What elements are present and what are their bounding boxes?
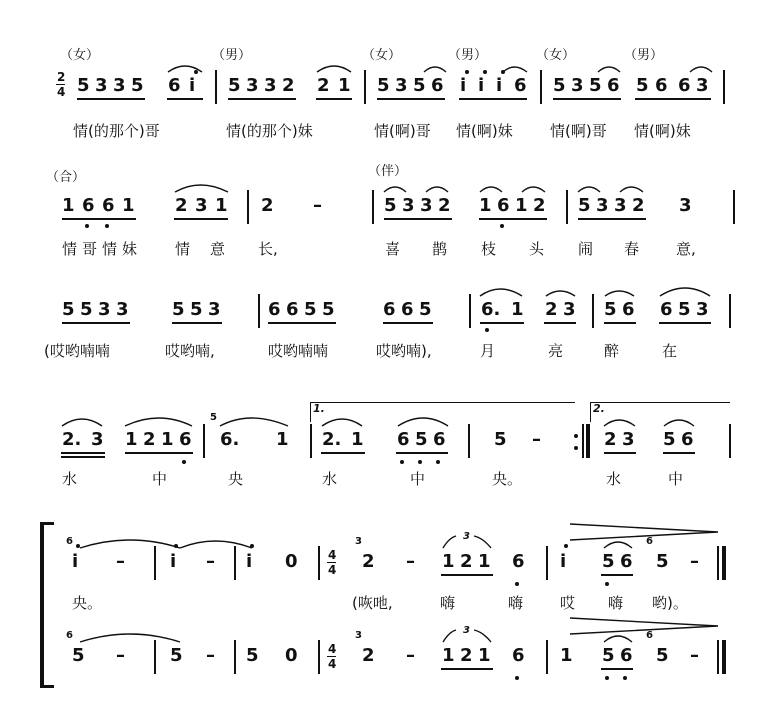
note: 6. bbox=[481, 299, 501, 320]
note: 2 bbox=[261, 195, 274, 216]
note: 3 bbox=[696, 299, 709, 320]
note: 1 bbox=[478, 645, 491, 666]
lyric: 闹 bbox=[578, 240, 594, 258]
grace-note: 6 bbox=[646, 536, 653, 547]
note: 2 bbox=[604, 429, 617, 450]
note: 5 bbox=[72, 645, 85, 666]
lyric: 哎哟喃喃 bbox=[268, 342, 329, 360]
note: 6 bbox=[401, 299, 414, 320]
lyric: 喜 bbox=[385, 240, 401, 258]
lyric: 嗨 bbox=[608, 594, 624, 612]
note: – bbox=[690, 551, 699, 572]
lyric: 中 bbox=[152, 470, 168, 488]
grace-note: 5 bbox=[210, 412, 217, 423]
role-label: （女） bbox=[536, 48, 576, 63]
note: 5 bbox=[377, 75, 390, 96]
note: 6 bbox=[607, 75, 620, 96]
triplet-mark: 3 bbox=[463, 531, 470, 542]
lyric: 情(啊)妹 bbox=[634, 122, 691, 140]
note: – bbox=[116, 645, 125, 666]
grace-note: 6 bbox=[66, 630, 73, 641]
note: 6 bbox=[82, 195, 95, 216]
note: 2 bbox=[460, 645, 473, 666]
note: 3 bbox=[264, 75, 277, 96]
grace-note: 6 bbox=[646, 630, 653, 641]
note: 2 bbox=[460, 551, 473, 572]
note: 5 bbox=[170, 645, 183, 666]
note: i bbox=[246, 551, 253, 572]
note: 3 bbox=[395, 75, 408, 96]
note: 1 bbox=[511, 299, 524, 320]
note: 6 bbox=[514, 75, 527, 96]
note: 2 bbox=[282, 75, 295, 96]
note: 3 bbox=[402, 195, 415, 216]
lyric: 春 bbox=[624, 240, 640, 258]
note: 1 bbox=[442, 551, 455, 572]
lyric: 哎哟喃, bbox=[165, 342, 215, 360]
note: 6 bbox=[622, 299, 635, 320]
lyric: 央。 bbox=[492, 470, 523, 488]
note: 3 bbox=[622, 429, 635, 450]
note: 5 bbox=[413, 75, 426, 96]
role-label: （男） bbox=[448, 48, 488, 63]
note: 6 bbox=[431, 75, 444, 96]
note: 1 bbox=[338, 75, 351, 96]
note: 2. bbox=[62, 429, 82, 450]
note: 2 bbox=[317, 75, 330, 96]
note: 3 bbox=[696, 75, 709, 96]
lyric: 醉 bbox=[604, 342, 620, 360]
lyric: 中 bbox=[410, 470, 426, 488]
lyric: 月 bbox=[480, 342, 496, 360]
note: 1 bbox=[560, 645, 573, 666]
lyric: 意 bbox=[210, 240, 226, 258]
note: 5 bbox=[419, 299, 432, 320]
lyric: 哎 bbox=[560, 594, 576, 612]
note: – bbox=[206, 551, 215, 572]
note: 2 bbox=[362, 645, 375, 666]
lyric: (咴吔, bbox=[352, 594, 393, 612]
note: 2 bbox=[143, 429, 156, 450]
note: 5 bbox=[304, 299, 317, 320]
note: 6 bbox=[102, 195, 115, 216]
lyric: 情(啊)哥 bbox=[374, 122, 431, 140]
lyric: 哟)。 bbox=[652, 594, 688, 612]
lyric: 头 bbox=[529, 240, 545, 258]
note: 3 bbox=[208, 299, 221, 320]
lyric: 哥 bbox=[82, 240, 98, 258]
note: 5 bbox=[80, 299, 93, 320]
note: 6 bbox=[179, 429, 192, 450]
note: 1 bbox=[215, 195, 228, 216]
note: 6 bbox=[678, 75, 691, 96]
note: 6 bbox=[655, 75, 668, 96]
lyric: 妹 bbox=[122, 240, 138, 258]
note: 5 bbox=[384, 195, 397, 216]
note: – bbox=[406, 551, 415, 572]
note: 5 bbox=[602, 645, 615, 666]
note: 3 bbox=[116, 299, 129, 320]
note: 3 bbox=[596, 195, 609, 216]
note: 1 bbox=[442, 645, 455, 666]
note: 0 bbox=[285, 645, 298, 666]
note: 5 bbox=[636, 75, 649, 96]
note: 5 bbox=[62, 299, 75, 320]
note: 5 bbox=[228, 75, 241, 96]
note: 5 bbox=[578, 195, 591, 216]
note: – bbox=[532, 429, 541, 450]
note: 5 bbox=[656, 551, 669, 572]
score-page: （女） （男） （女） （男） （女） （男） 2 4 5 3 3 5 6 i 5 3 3 2 2 1 5 3 5 6 i i i 6 5 3 5 6 5 6 6 3 情(的那个)哥 情(的那个)妹 情(啊)哥 情(啊)妹 情(啊)哥 情(啊)妹 （合） （伴） 1 6 6 1 2 3 1 2 – 5 3 3 2 1 6 1 2 5 3 3 2 3 情 哥 情 妹 情 意 长, 喜 鹊 枝 头 闹 春 意, 5 5 3 3 5 5 3 6 6 5 5 6 6 5 6. 1 2 3 5 6 6 5 3 (哎哟喃喃 哎哟喃, 哎哟喃喃 哎哟喃), 月 亮 醉 在 1. 2. 2. 3 1 2 1 6 5 6. 1 2. 1 6 5 6 5 – 2 3 5 6 水 中 央 水 中 央。 水 中 6 i – i – i 0 4 4 3 2 – 3 1 2 1 6 i 5 6 6 5 – 央。 (咴吔, 嗨 嗨 哎 嗨 哟)。 6 5 – 5 – 5 0 4 4 3 2 – 3 1 2 1 6 1 5 6 6 5 – bbox=[0, 0, 772, 727]
note: 6 bbox=[512, 645, 525, 666]
lyric: 亮 bbox=[548, 342, 564, 360]
note: 5 bbox=[553, 75, 566, 96]
lyric: (哎哟喃喃 bbox=[44, 342, 110, 360]
lyric: 水 bbox=[606, 470, 622, 488]
note: 1 bbox=[515, 195, 528, 216]
note: 6. bbox=[220, 429, 240, 450]
lyric: 情(啊)哥 bbox=[550, 122, 607, 140]
note: – bbox=[116, 551, 125, 572]
note: i bbox=[478, 75, 485, 96]
note: 3 bbox=[563, 299, 576, 320]
note: – bbox=[406, 645, 415, 666]
note: 6 bbox=[286, 299, 299, 320]
lyric: 中 bbox=[668, 470, 684, 488]
note: 1 bbox=[351, 429, 364, 450]
note: 5 bbox=[604, 299, 617, 320]
note: 6 bbox=[168, 75, 181, 96]
note: – bbox=[690, 645, 699, 666]
note: 6 bbox=[497, 195, 510, 216]
lyric: 情(的那个)哥 bbox=[73, 122, 160, 140]
note: 3 bbox=[614, 195, 627, 216]
note: 6 bbox=[620, 645, 633, 666]
note: 5 bbox=[415, 429, 428, 450]
note: 6 bbox=[660, 299, 673, 320]
volta-second-label: 2. bbox=[593, 402, 605, 415]
note: 6 bbox=[268, 299, 281, 320]
note: 6 bbox=[397, 429, 410, 450]
lyric: 在 bbox=[662, 342, 678, 360]
lyric: 央。 bbox=[72, 594, 103, 612]
note: 2. bbox=[322, 429, 342, 450]
lyric: 鹊 bbox=[432, 240, 448, 258]
note: 1 bbox=[62, 195, 75, 216]
note: 1 bbox=[161, 429, 174, 450]
note: 5 bbox=[131, 75, 144, 96]
lyric: 情 bbox=[102, 240, 118, 258]
note: 6 bbox=[433, 429, 446, 450]
note: 5 bbox=[77, 75, 90, 96]
note: 3 bbox=[571, 75, 584, 96]
note: 1 bbox=[125, 429, 138, 450]
note: i bbox=[560, 551, 567, 572]
note: 3 bbox=[95, 75, 108, 96]
role-label: （男） bbox=[212, 48, 252, 63]
note: 6 bbox=[681, 429, 694, 450]
triplet-mark: 3 bbox=[463, 625, 470, 636]
role-label: （女） bbox=[362, 48, 402, 63]
note: 2 bbox=[632, 195, 645, 216]
grace-note: 3 bbox=[355, 630, 362, 641]
lyric: 嗨 bbox=[440, 594, 456, 612]
lyric: 情(的那个)妹 bbox=[226, 122, 313, 140]
role-label: （合） bbox=[46, 170, 86, 185]
lyric: 情 bbox=[62, 240, 78, 258]
lyric: 长, bbox=[258, 240, 278, 258]
note: 6 bbox=[620, 551, 633, 572]
note: 1 bbox=[478, 551, 491, 572]
note: 3 bbox=[98, 299, 111, 320]
note: 3 bbox=[195, 195, 208, 216]
lyric: 枝 bbox=[481, 240, 497, 258]
note: 3 bbox=[113, 75, 126, 96]
note: 6 bbox=[512, 551, 525, 572]
note: 3 bbox=[420, 195, 433, 216]
lyric: 嗨 bbox=[508, 594, 524, 612]
note: 1 bbox=[276, 429, 289, 450]
note: 3 bbox=[679, 195, 692, 216]
note: i bbox=[189, 75, 196, 96]
note: 2 bbox=[362, 551, 375, 572]
note: 3 bbox=[246, 75, 259, 96]
note: 2 bbox=[545, 299, 558, 320]
note: 5 bbox=[190, 299, 203, 320]
note: 0 bbox=[285, 551, 298, 572]
lyric: 水 bbox=[62, 470, 78, 488]
lyric: 情(啊)妹 bbox=[456, 122, 513, 140]
note: i bbox=[72, 551, 79, 572]
lyric: 央 bbox=[228, 470, 244, 488]
note: 3 bbox=[91, 429, 104, 450]
note: i bbox=[460, 75, 467, 96]
lyric: 意, bbox=[676, 240, 696, 258]
note: 5 bbox=[663, 429, 676, 450]
note: 5 bbox=[172, 299, 185, 320]
note: 5 bbox=[322, 299, 335, 320]
note: 5 bbox=[656, 645, 669, 666]
note: 5 bbox=[602, 551, 615, 572]
role-label: （女） bbox=[60, 48, 100, 63]
note: i bbox=[170, 551, 177, 572]
note: 5 bbox=[678, 299, 691, 320]
note: 5 bbox=[246, 645, 259, 666]
lyric: 哎哟喃), bbox=[376, 342, 432, 360]
lyric: 水 bbox=[322, 470, 338, 488]
role-label: （男） bbox=[624, 48, 664, 63]
note: 2 bbox=[438, 195, 451, 216]
note: 1 bbox=[122, 195, 135, 216]
note: 5 bbox=[589, 75, 602, 96]
grace-note: 3 bbox=[355, 536, 362, 547]
note: – bbox=[206, 645, 215, 666]
note: i bbox=[496, 75, 503, 96]
note: 2 bbox=[533, 195, 546, 216]
note: 6 bbox=[383, 299, 396, 320]
volta-first-label: 1. bbox=[313, 402, 325, 415]
role-label: （伴） bbox=[368, 164, 408, 179]
lyric: 情 bbox=[175, 240, 191, 258]
note: 5 bbox=[494, 429, 507, 450]
note: – bbox=[313, 195, 322, 216]
grace-note: 6 bbox=[66, 536, 73, 547]
note: 1 bbox=[479, 195, 492, 216]
note: 2 bbox=[175, 195, 188, 216]
